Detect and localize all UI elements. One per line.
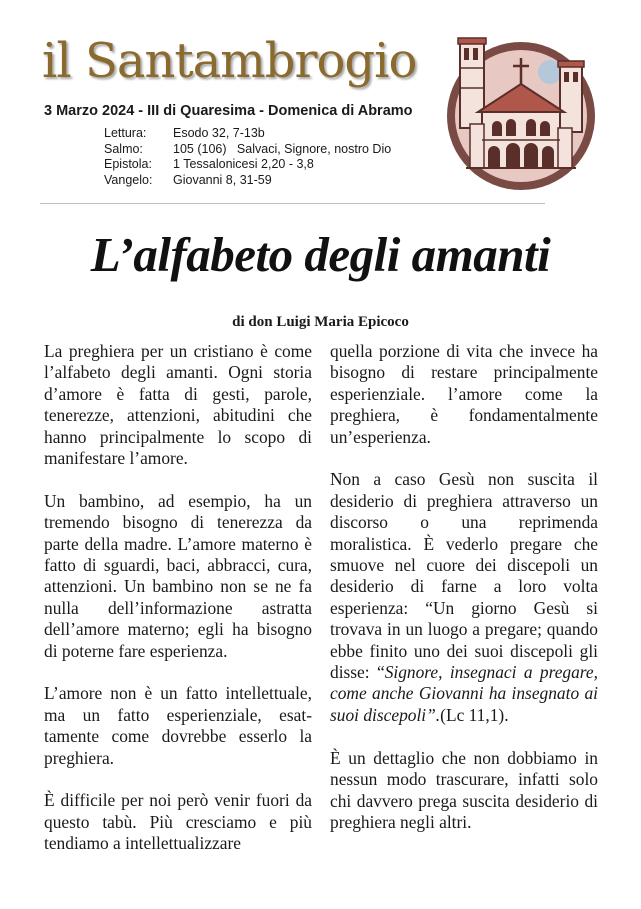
issue-date-line: 3 Marzo 2024 - III di Quaresima - Domenica di Abramo	[44, 103, 413, 119]
header-divider	[40, 203, 545, 204]
article-paragraph: È un dettaglio che non dobbiamo in nessun modo trascurare, infatti solo chi davvero prega suscita desiderio di preghiera negli altri.	[330, 747, 598, 832]
article-paragraph: La preghiera per un cristiano è come l’alfabeto degli amanti. Ogni storia d’amore è fatta di gesti, parole, tenerezze, attenzioni, abitudini che hanno principalmente lo scopo di manifestare l’amore.	[44, 341, 312, 469]
reading-row	[104, 142, 391, 158]
quote-reference: (Lc 11,1).	[440, 704, 509, 725]
reading-label: Salmo:	[104, 141, 143, 156]
paragraph-text: Non a caso Gesù non suscita il desiderio di preghiera attraverso un discorso o una reprimenda moralistica. È vederlo pregare che smuove nel cuore dei discepoli un desiderio di farne a loro volta esperienza: “Un giorno Gesù si trovava in un luogo a pregare; quando ebbe finito uno dei suoi discepoli gli disse: “	[330, 469, 598, 683]
article-column-right	[330, 341, 598, 855]
masthead-title: il Santambrogio	[42, 33, 417, 89]
article-headline: L’alfabeto degli amanti	[90, 227, 551, 282]
article-paragraph: È difficile per noi però venir fuori da questo tabù. Più cresciamo e più tendiamo a intellettualizzare	[44, 790, 312, 854]
article-paragraph	[330, 469, 598, 726]
article-paragraph: Un bambino, ad esempio, ha un tremendo bisogno di tenerezza da parte della madre. L’amore materno è fatto di sguardi, baci, abbracci, cura, attenzioni. Un bambino non se ne fa nulla dell’informazione astratta dell’amore materno; egli ha bisogno di poterne fare esperienza.	[44, 490, 312, 661]
reading-value: 1 Tessalonicesi 2,20 - 3,8	[173, 157, 314, 172]
reading-value: Esodo 32, 7-13b	[173, 126, 265, 140]
reading-value: 105 (106) Salvaci, Signore, nostro Dio	[173, 141, 392, 156]
masthead	[42, 33, 432, 94]
church-logo-icon	[442, 36, 600, 192]
readings-list	[104, 126, 391, 188]
reading-row	[104, 157, 391, 173]
gospel-quote: Signore, insegnaci a pregare, come anche Giovanni ha insegnato ai suoi discepoli”.	[330, 662, 598, 725]
reading-label: Vangelo:	[104, 172, 153, 187]
reading-row	[104, 126, 391, 142]
reading-value: Giovanni 8, 31-59	[173, 172, 272, 187]
article-paragraph: quella porzione di vita che invece ha bisogno di restare principalmente esperienziale. l’amore come la preghiera, è fondamentalmente un’esperienza.	[330, 341, 598, 447]
article-byline: di don Luigi Maria Epicoco	[232, 314, 409, 330]
reading-label: Lettura:	[104, 126, 147, 140]
article-paragraph: L’amore non è un fatto intellettuale, ma un fatto esperienziale, esat-tamente come dovrebbe esserlo la preghiera.	[44, 683, 312, 768]
reading-row	[104, 173, 391, 189]
reading-label: Epistola:	[104, 157, 152, 172]
article-column-left	[44, 341, 312, 876]
